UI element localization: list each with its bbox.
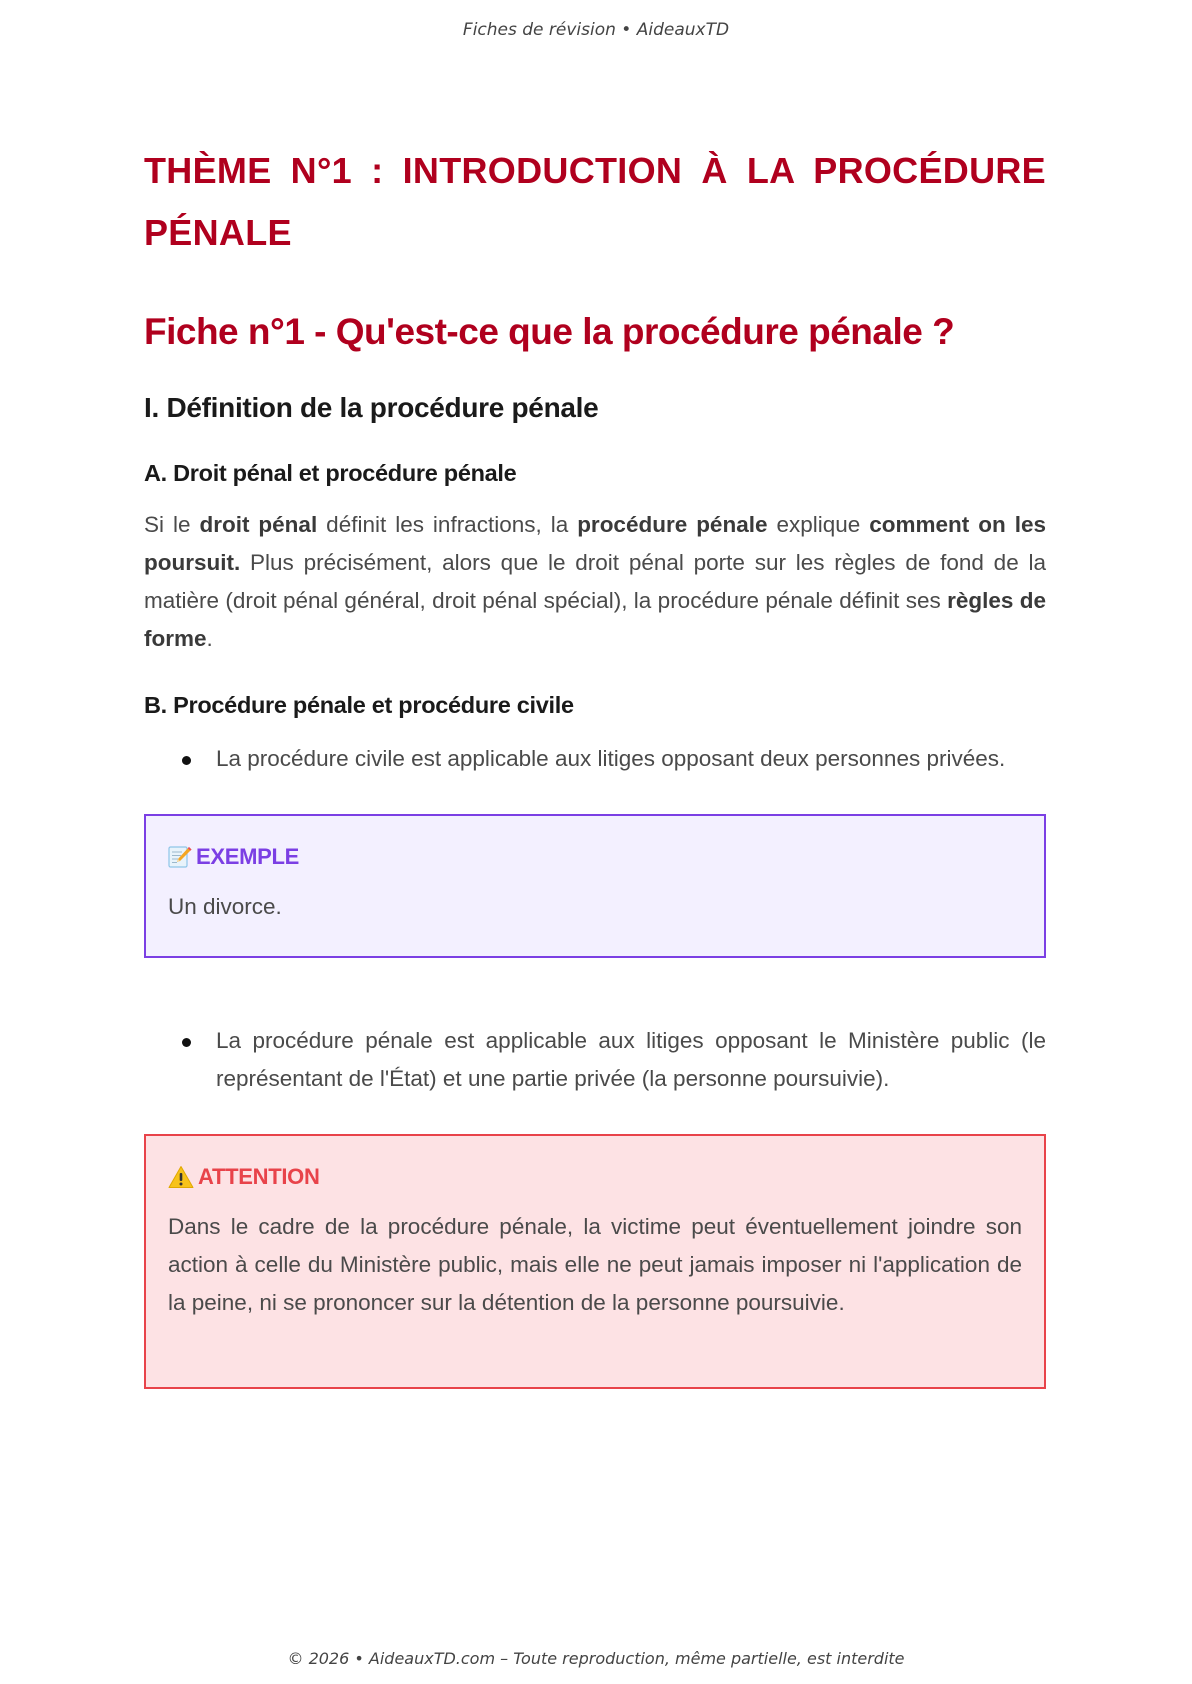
- bold-term: comment on les poursuit.: [144, 512, 1046, 575]
- document-content: [144, 140, 1046, 1389]
- text-span: Si le: [144, 512, 200, 537]
- example-label: EXEMPLE: [196, 844, 300, 869]
- subheading-droit-penal: A. Droit pénal et procédure pénale: [144, 460, 517, 486]
- memo-icon: [168, 845, 192, 869]
- attention-callout-title: [168, 1162, 1022, 1192]
- list-item-text: La procédure civile est applicable aux litiges opposant deux personnes privées.: [216, 746, 1006, 771]
- example-callout-title: [168, 842, 1022, 872]
- fiche-title: Fiche n°1 - Qu'est-ce que la procédure pénale ?: [144, 311, 955, 352]
- spacer: [144, 958, 1046, 1012]
- warning-icon: [168, 1165, 194, 1189]
- bullet-icon: [182, 756, 191, 765]
- example-body: Un divorce.: [168, 894, 282, 919]
- text-span: Plus précisément, alors que le droit pénal porte sur les règles de fond de la matière (droit pénal général, droit pénal spécial), la procédure pénale définit ses: [144, 550, 1046, 613]
- list-item-text: La procédure pénale est applicable aux litiges opposant le Ministère public (le représentant de l'État) et une partie privée (la personne poursuivie).: [216, 1028, 1046, 1091]
- text-span: .: [206, 626, 213, 651]
- bold-term: règles de forme: [144, 588, 1046, 651]
- bullet-list-2: [144, 1022, 1046, 1098]
- section-heading-definition: I. Définition de la procédure pénale: [144, 392, 599, 423]
- text-span: explique: [767, 512, 870, 537]
- page-header: Fiches de révision • AideauxTD: [462, 20, 730, 40]
- list-item: [144, 740, 1046, 778]
- bullet-list-1: [144, 740, 1046, 778]
- attention-body: Dans le cadre de la procédure pénale, la victime peut éventuellement joindre son action à celle du Ministère public, mais elle ne peut jamais imposer ni l'application de la peine, ni se prononcer sur la détention de la personne poursuivie.: [168, 1214, 1022, 1315]
- attention-callout: [144, 1134, 1046, 1389]
- example-callout: [144, 814, 1046, 958]
- theme-title: THÈME N°1 : INTRODUCTION À LA PROCÉDURE PÉNALE: [144, 150, 1046, 253]
- subheading-procedure-civile: B. Procédure pénale et procédure civile: [144, 692, 574, 718]
- bullet-icon: [182, 1038, 191, 1047]
- attention-label: ATTENTION: [198, 1164, 320, 1189]
- definition-paragraph: [144, 506, 1046, 658]
- bold-term: droit pénal: [199, 512, 318, 537]
- bold-term: procédure pénale: [577, 512, 768, 537]
- page-footer: © 2026 • AideauxTD.com – Toute reproduction, même partielle, est interdite: [287, 1649, 905, 1668]
- text-span: définit les infractions, la: [317, 512, 578, 537]
- list-item: [144, 1022, 1046, 1098]
